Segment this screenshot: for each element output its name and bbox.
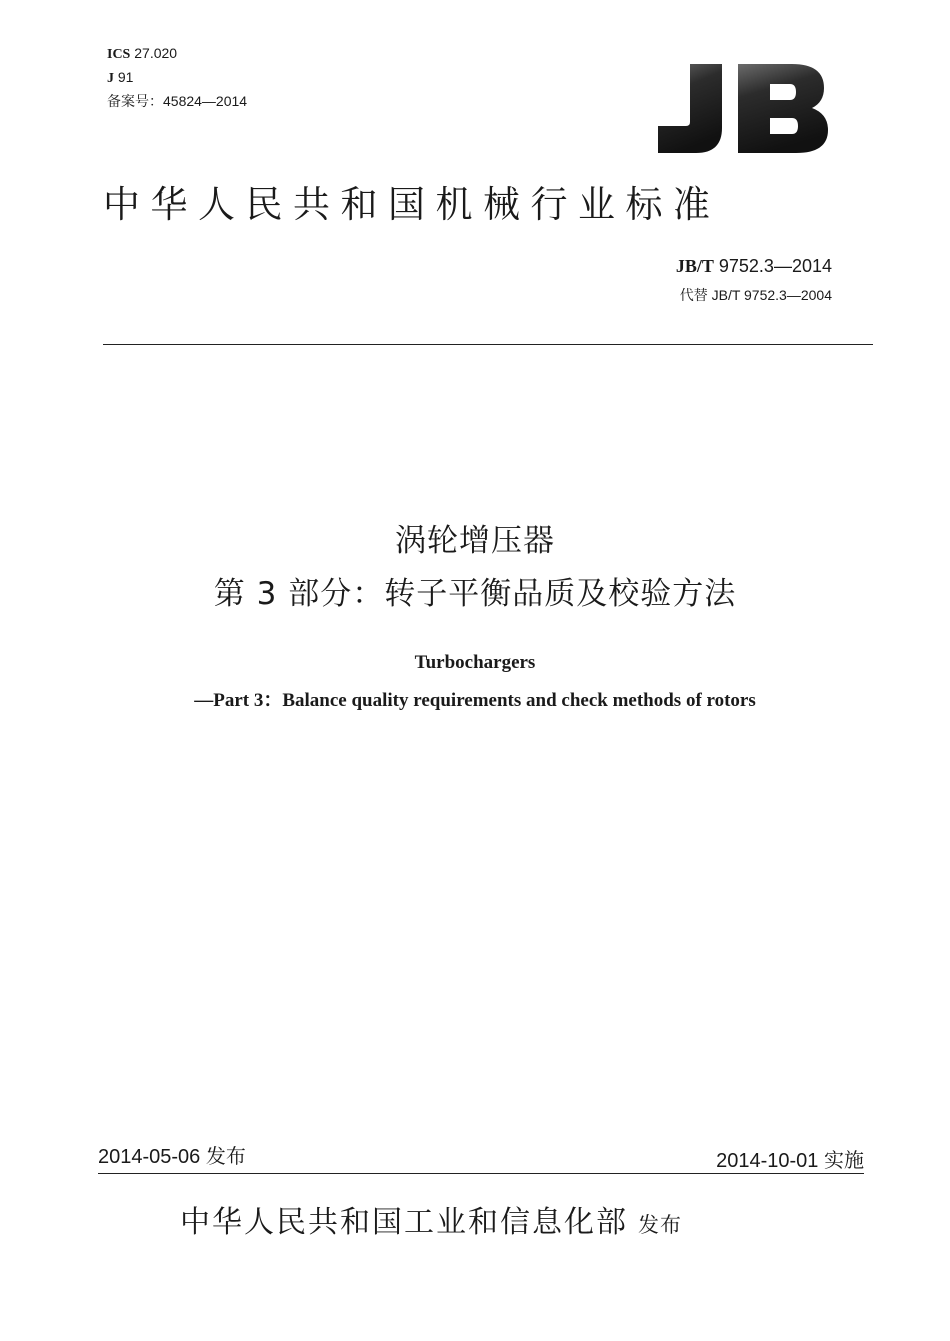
publisher-name: 中华人民共和国工业和信息化部: [180, 1205, 628, 1240]
issue-date: 2014-05-06 发布: [98, 1146, 246, 1168]
standard-number-value: 9752.3—2014: [718, 256, 832, 276]
effective-date: 2014-10-01 实施: [716, 1150, 864, 1172]
title-cn-line1: 涡轮增压器: [395, 523, 555, 559]
header-divider: [103, 344, 873, 345]
ics-label: ICS: [107, 47, 131, 62]
ccs-code: [107, 69, 133, 87]
publisher-action: 发布: [638, 1213, 682, 1237]
jb-logo: [652, 58, 832, 158]
title-en-line2: —Part 3：Balance quality requirements and check methods of rotors: [194, 690, 756, 711]
ccs-label: J: [107, 71, 114, 86]
footer-divider: [98, 1173, 864, 1174]
standard-category-title: 中华人民共和国机械行业标准: [103, 183, 721, 226]
ics-value: 27.020: [134, 45, 178, 61]
filing-number: 备案号：45824—2014: [107, 93, 248, 109]
standard-prefix: JB/T: [675, 256, 714, 276]
jb-logo-graphic: [652, 58, 832, 158]
ccs-value: 91: [117, 69, 134, 85]
replaces-standard: 代替 JB/T 9752.3—2004: [679, 287, 832, 303]
publisher: [180, 1197, 682, 1241]
ics-code: [107, 45, 177, 63]
title-en-line1: Turbochargers: [414, 652, 536, 673]
standard-number: [676, 256, 832, 277]
title-cn-line2: 第 3 部分：转子平衡品质及校验方法: [213, 576, 737, 612]
